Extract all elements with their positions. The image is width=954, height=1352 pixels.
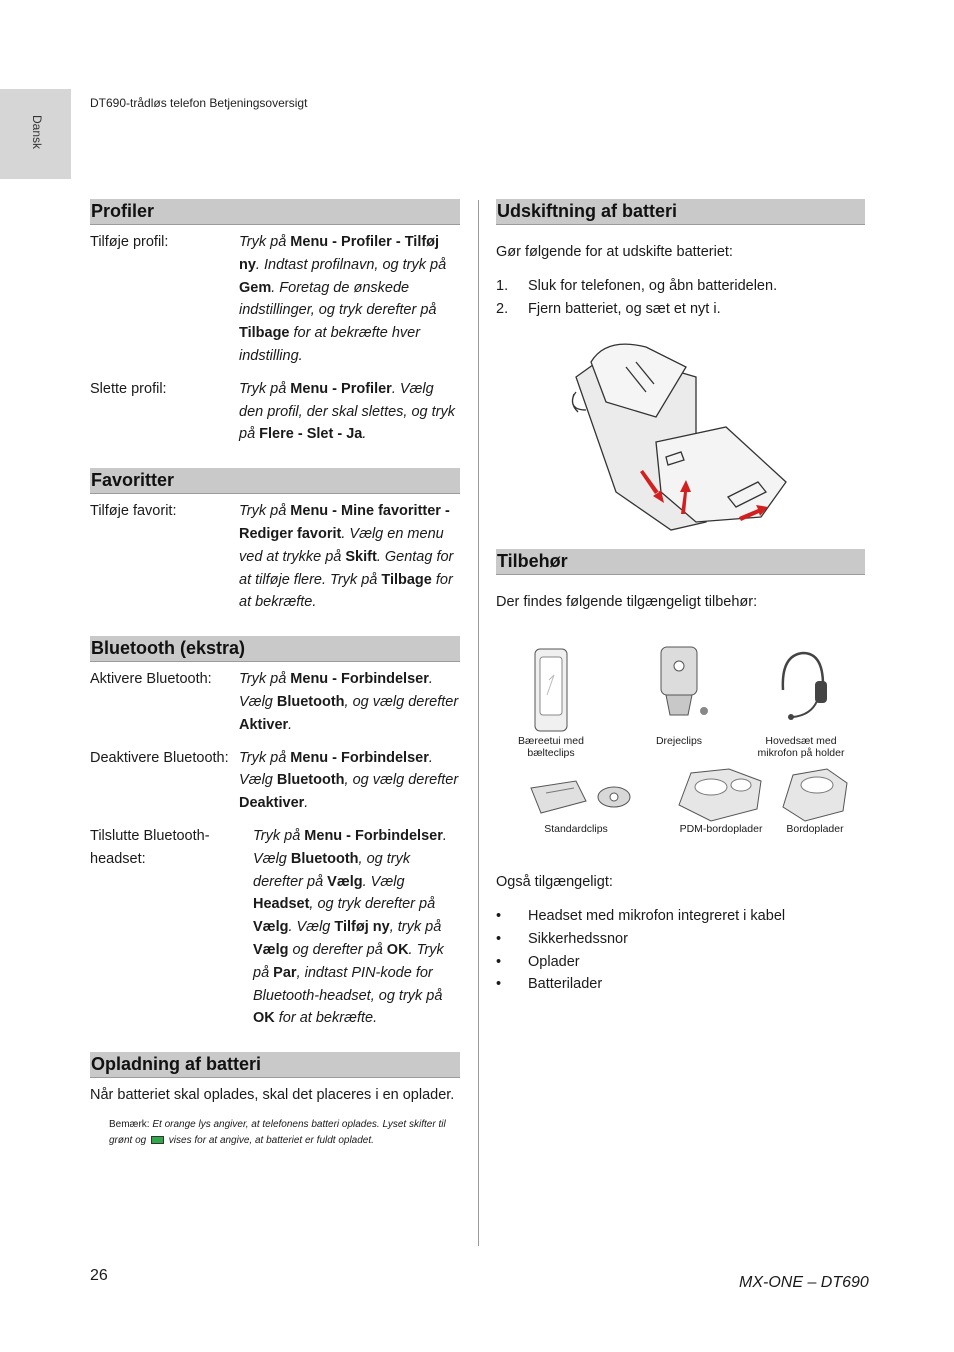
row-add-profile xyxy=(90,231,460,368)
row-description: Tryk på Menu - Mine favoritter - Rediger favorit. Vælg en menu ved at trykke på Skift. Gentag for at tilføje flere. Tryk på Tilbage for at bekræfte. xyxy=(239,503,454,611)
charging-text: Når batteriet skal oplades, skal det placeres i en oplader. xyxy=(90,1087,455,1104)
list-item: • Headset med mikrofon integreret i kabel xyxy=(496,907,786,924)
row-description: Tryk på Menu - Forbindelser. Vælg Bluetooth, og tryk derefter på Vælg. Vælg Headset, og tryk derefter på Vælg. Vælg Tilføj ny, tryk på Vælg og derefter på OK. Tryk på Par, indtast PIN-kode for Bluetooth-headset, og tryk på OK for at bekræfte. xyxy=(253,827,447,1027)
accessory-label: Bæreetui med bælteclips xyxy=(518,735,584,760)
row-label: Tilføje favorit: xyxy=(90,503,177,520)
accessory-label: Hovedsæt med mikrofon på holder xyxy=(757,735,845,760)
accessory-label: Drejeclips xyxy=(655,735,703,748)
row-label: Aktivere Bluetooth: xyxy=(90,671,212,688)
accessory-item xyxy=(751,645,851,759)
row-description: Tryk på Menu - Forbindelser. Vælg Bluetooth, og vælg derefter Deaktiver. xyxy=(239,749,459,812)
list-item: • Oplader xyxy=(496,953,580,970)
language-tab-label: Dansk xyxy=(30,115,44,150)
list-item: • Batterilader xyxy=(496,976,603,993)
pdm-charger-icon xyxy=(671,763,771,823)
section-heading-profiler: Profiler xyxy=(90,199,460,225)
accessory-item xyxy=(777,763,853,835)
carrying-case-icon xyxy=(521,645,581,735)
accessories-grid xyxy=(496,645,865,861)
row-description: Tryk på Menu - Forbindelser. Vælg Bluetooth, og vælg derefter Aktiver. xyxy=(239,671,459,733)
section-heading-udskiftning: Udskiftning af batteri xyxy=(496,199,865,225)
row-label: Slette profil: xyxy=(90,380,167,397)
accessory-item xyxy=(671,763,771,835)
row-activate-bluetooth xyxy=(90,668,460,736)
row-delete-profile xyxy=(90,378,460,446)
left-column xyxy=(90,199,460,1149)
accessories-intro: Der findes følgende tilgængeligt tilbehør: xyxy=(496,594,758,611)
list-item: 2. Fjern batteriet, og sæt et nyt i. xyxy=(496,300,721,317)
row-label: Deaktivere Bluetooth: xyxy=(90,749,229,766)
accessory-label: PDM-bordoplader xyxy=(679,823,763,836)
also-available-list xyxy=(496,905,865,996)
battery-replacement-icon xyxy=(496,332,865,537)
charging-note: Bemærk: Et orange lys angiver, at telefonens batteri oplades. Lyset skifter til grønt og vises for at angive, at batteriet er fuldt opladet. xyxy=(109,1118,446,1146)
language-tab xyxy=(0,89,71,179)
page-number: 26 xyxy=(90,1267,108,1284)
battery-full-icon xyxy=(151,1136,164,1144)
right-column xyxy=(496,199,865,996)
list-item: 1. Sluk for telefonen, og åbn batteridelen. xyxy=(496,277,778,294)
accessory-label: Bordoplader xyxy=(786,823,844,836)
accessory-item xyxy=(526,773,626,835)
document-header: DT690-trådløs telefon Betjeningsoversigt xyxy=(90,96,308,110)
section-heading-tilbehor: Tilbehør xyxy=(496,549,865,575)
row-deactivate-bluetooth xyxy=(90,747,460,815)
desktop-charger-icon xyxy=(777,763,853,823)
accessory-item xyxy=(506,645,596,759)
also-available-label: Også tilgængeligt: xyxy=(496,874,613,891)
swivel-clip-icon xyxy=(644,645,714,735)
accessory-label: Standardclips xyxy=(544,823,608,836)
column-divider xyxy=(478,200,479,1246)
list-item: • Sikkerhedssnor xyxy=(496,930,628,947)
row-add-favorite xyxy=(90,500,460,614)
row-label: Tilføje profil: xyxy=(90,234,169,250)
section-heading-favoritter: Favoritter xyxy=(90,468,460,494)
battery-replace-intro: Gør følgende for at udskifte batteriet: xyxy=(496,244,733,260)
row-label: Tilslutte Bluetooth-headset: xyxy=(90,827,210,867)
row-connect-headset xyxy=(90,825,460,1030)
headset-icon xyxy=(771,645,831,735)
accessory-item xyxy=(644,645,714,747)
section-heading-bluetooth: Bluetooth (ekstra) xyxy=(90,636,460,662)
row-description: Tryk på Menu - Profiler - Tilføj ny. Indtast profilnavn, og tryk på Gem. Foretag de ønskede indstillinger, og tryk derefter på Tilbage for at bekræfte hver indstilling. xyxy=(239,234,447,364)
row-description: Tryk på Menu - Profiler. Vælg den profil, der skal slettes, og tryk på Flere - Slet - Ja. xyxy=(239,380,455,443)
product-name: MX-ONE – DT690 xyxy=(739,1274,869,1291)
battery-replace-steps xyxy=(496,275,865,321)
section-heading-opladning: Opladning af batteri xyxy=(90,1052,460,1078)
standard-clip-icon xyxy=(526,773,636,823)
